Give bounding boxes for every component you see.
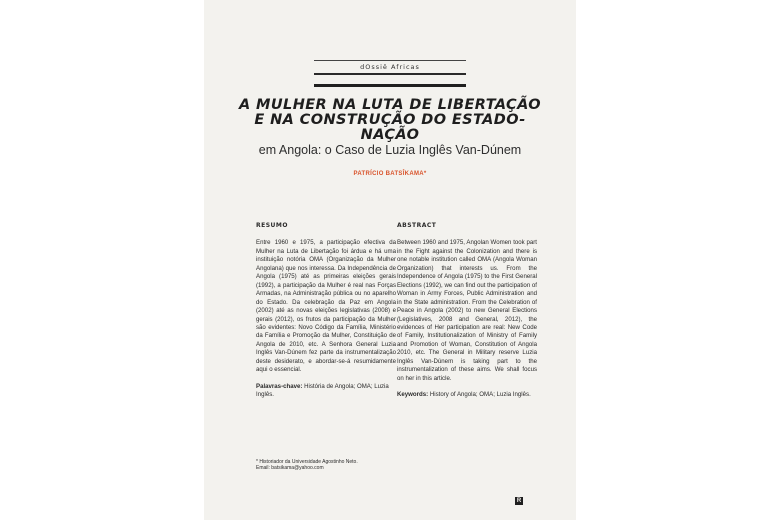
header-top-rule [314, 60, 466, 61]
abstract-body: Between 1960 and 1975, Angolan Women took part in the Fight against the Colonization and there is one notable institution called OMA (Angola Woman Organization) that interests us. From the Independence of Angola (1975) to the First General Elections (1992), we can find out the participation of Woman in Army Forces, Public Administration and in the State administration. From the Celebration of Peace in Angola (2002) to new General Elections (Legislatives, 2008 and General, 2012), the evidences of Her participation are real: New Code of Family, Institutionalization of Ministry of Family and Promotion of Woman, Constitution of Angola 2010, etc. The General in Military reserve Luzia Inglês Van-Dúnem is taking part to the instrumentalization of these aims. We shall focus on her in this article. [397, 239, 537, 382]
header-bottom-rule [314, 73, 466, 75]
title-bar [314, 84, 466, 87]
resumo-keywords-label: Palavras-chave: [256, 382, 303, 390]
section-label: dOssiê Africas [360, 63, 420, 71]
document-page [204, 0, 576, 520]
article-author: PATRÍCIO BATSÎKAMA* [353, 171, 427, 177]
resumo-keywords [256, 383, 396, 400]
abstract-heading: ABSTRACT [397, 222, 437, 229]
resumo-column [256, 222, 396, 400]
journal-logo-icon: R [516, 498, 522, 504]
abstract-keywords-label: Keywords: [397, 391, 429, 399]
footnote-email: Email: batsikama@yahoo.com [256, 465, 324, 471]
resumo-body: Entre 1960 e 1975, a participação efectiva da Mulher na Luta de Libertação foi árdua e há uma instituição notória OMA (Organização da Mulher Angolana) que nos interessa. Da Independência de Angola (1975) até as primeiras eleições gerais (1992), a participação da Mulher é real nas Forças Armadas, na Administração pública ou no aparelho do Estado. Da celebração da Paz em Angola (2002) até as novas eleições legislativas (2008) e gerais (2012), os frutos da participação da Mulher são evidentes: Novo Código da Família, Ministério da Família e Promoção da Mulher, Constituição de Angola de 2010, etc. A Senhora General Luzia Inglês Van-Dúnem fez parte da instrumentalização deste desiderato, e abordar-se-á resumidamente aqui o essencial. [256, 239, 396, 374]
article-title: A MULHER NA LUTA DE LIBERTAÇÃO E NA CONSTRUÇÃO DO ESTADO-NAÇÃO [238, 97, 541, 143]
author-footnote [256, 459, 436, 471]
abstract-column [397, 222, 537, 400]
resumo-keywords-text: História de Angola; OMA; Luzia Inglês. [256, 382, 389, 399]
abstract-keywords [397, 391, 537, 399]
resumo-heading: RESUMO [256, 222, 288, 229]
article-subtitle: em Angola: o Caso de Luzia Inglês Van-Dúnem [258, 143, 522, 157]
abstract-keywords-text: History of Angola; OMA; Luzia Inglês. [429, 391, 531, 399]
footnote-affiliation: * Historiador da Universidade Agostinho Neto. [256, 459, 358, 465]
